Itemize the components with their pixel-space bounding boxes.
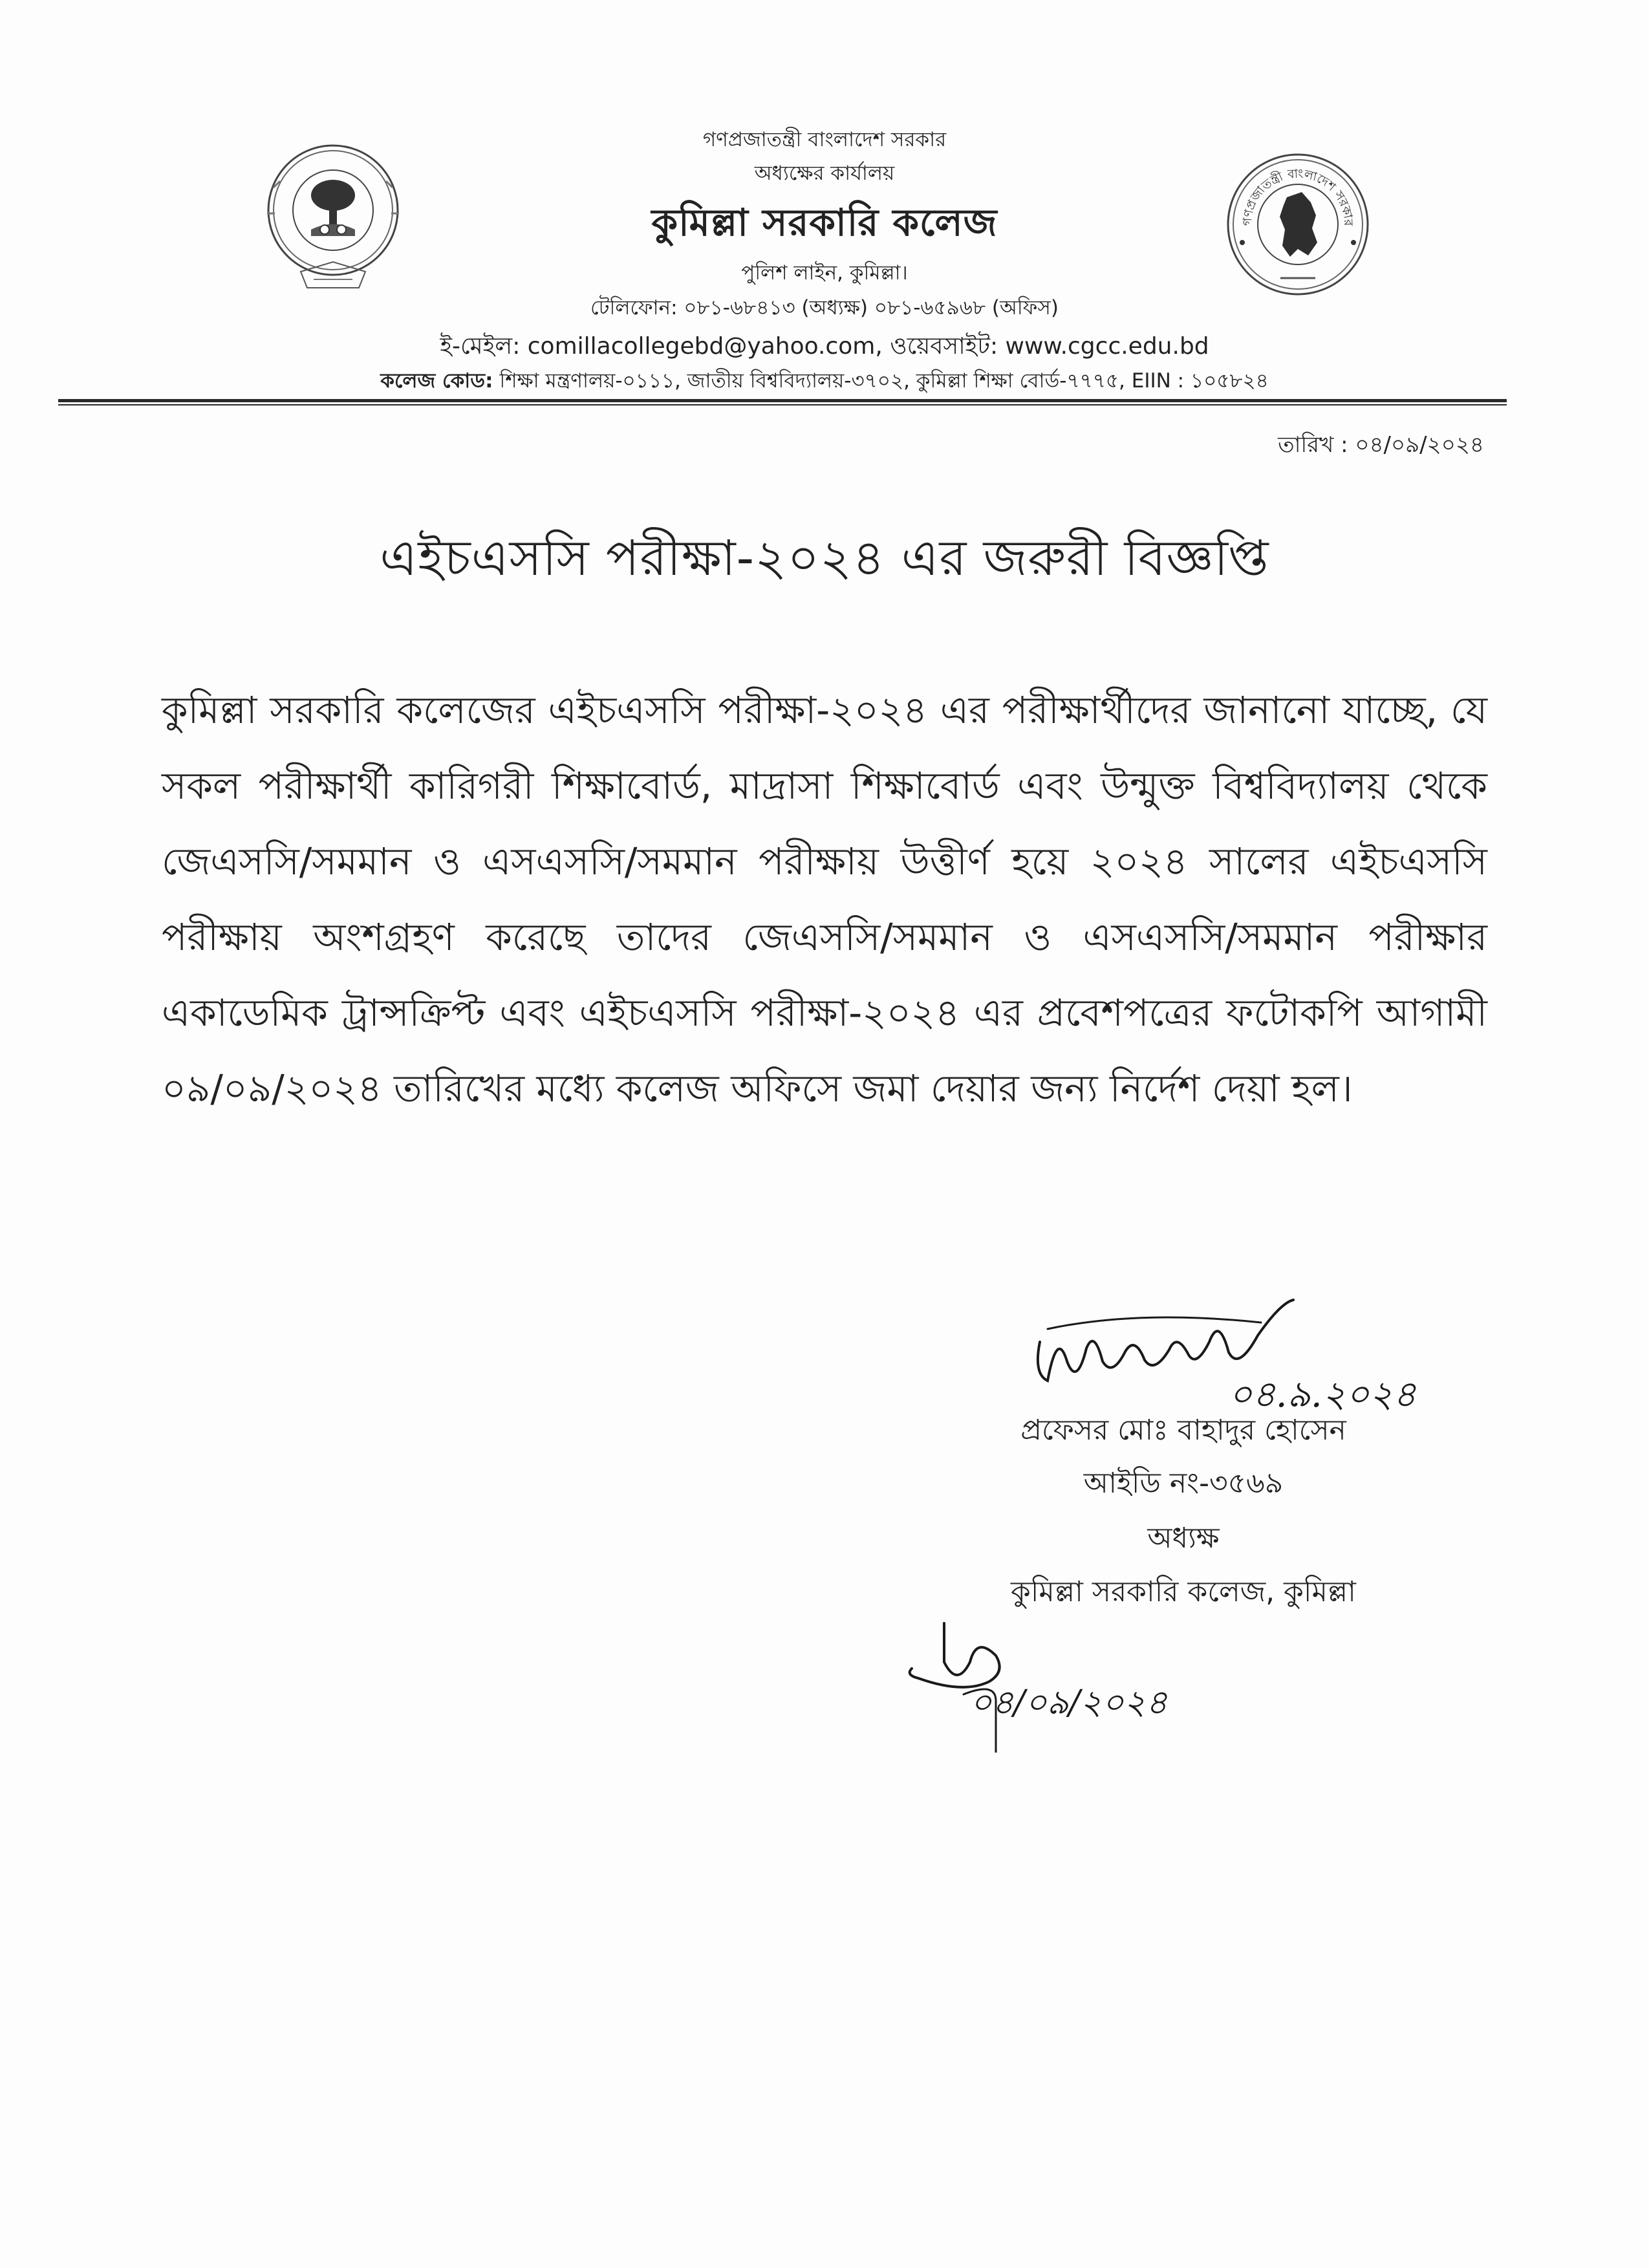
signatory-id: আইডি নং-৩৫৬৯ xyxy=(1083,1467,1284,1500)
notice-date: তারিখ : ০৪/০৯/২০২৪ xyxy=(1278,432,1484,458)
college-codes-line xyxy=(0,365,1649,399)
countersignature xyxy=(899,1597,1203,1753)
notice-title: এইচএসসি পরীক্ষা-২০২৪ এর জরুরী বিজ্ঞপ্তি xyxy=(380,529,1269,587)
seal-text: গণপ্রজাতন্ত্রী বাংলাদেশ সরকার xyxy=(1240,166,1356,226)
signature-date-1: ০৪.৯.২০২৪ xyxy=(1229,1374,1417,1416)
notice-body: কুমিল্লা সরকারি কলেজের এইচএসসি পরীক্ষা-২০২৪ এর পরীক্ষার্থীদের জানানো যাচ্ছে, যে সকল পরীক্ষার্থী কারিগরী শিক্ষাবোর্ড, মাদ্রাসা শিক্ষাবোর্ড এবং উন্মুক্ত বিশ্ববিদ্যালয় থেকে জেএসসি/সমমান ও এসএসসি/সমমান পরীক্ষায় উত্তীর্ণ হয়ে ২০২৪ সালের এইচএসসি পরীক্ষায় অংশগ্রহণ করেছে তাদের জেএসসি/সমমান ও এসএসসি/সমমান পরীক্ষার একাডেমিক ট্রান্সক্রিপ্ট এবং এইচএসসি পরীক্ষা-২০২৪ এর প্রবেশপত্রের ফটোকপি আগামী ০৯/০৯/২০২৪ তারিখের মধ্যে কলেজ অফিসে জমা দেয়ার জন্য নির্দেশ দেয়া হল। xyxy=(162,688,1487,1110)
header-divider-thin xyxy=(58,404,1507,405)
government-heading: গণপ্রজাতন্ত্রী বাংলাদেশ সরকার xyxy=(702,128,947,151)
signatory-name: প্রফেসর মোঃ বাহাদুর হোসেন xyxy=(1020,1414,1346,1447)
office-heading: অধ্যক্ষের কার্যালয় xyxy=(754,162,895,185)
college-codes-label: কলেজ কোড: xyxy=(380,369,493,393)
header-divider-thick xyxy=(58,399,1507,402)
college-address: পুলিশ লাইন, কুমিল্লা। xyxy=(741,261,908,285)
signature-date-2: ০৪/০৯/২০২৪ xyxy=(970,1683,1168,1722)
college-name: কুমিল্লা সরকারি কলেজ xyxy=(651,200,998,244)
email-website-line: ই-মেইল: comillacollegebd@yahoo.com, ওয়েবসাইট: www.cgcc.edu.bd xyxy=(440,333,1209,360)
phone-line: টেলিফোন: ০৮১-৬৮৪১৩ (অধ্যক্ষ) ০৮১-৬৫৯৬৮ (অফিস) xyxy=(590,296,1059,319)
signatory-designation: অধ্যক্ষ xyxy=(1147,1522,1220,1555)
college-codes-value: শিক্ষা মন্ত্রণালয়-০১১১, জাতীয় বিশ্ববিদ্যালয়-৩৭০২, কুমিল্লা শিক্ষা বোর্ড-৭৭৭৫, EIIN : ১০৫৮২৪ xyxy=(493,369,1269,393)
signatory-college: কুমিল্লা সরকারি কলেজ, কুমিল্লা xyxy=(1011,1575,1356,1608)
